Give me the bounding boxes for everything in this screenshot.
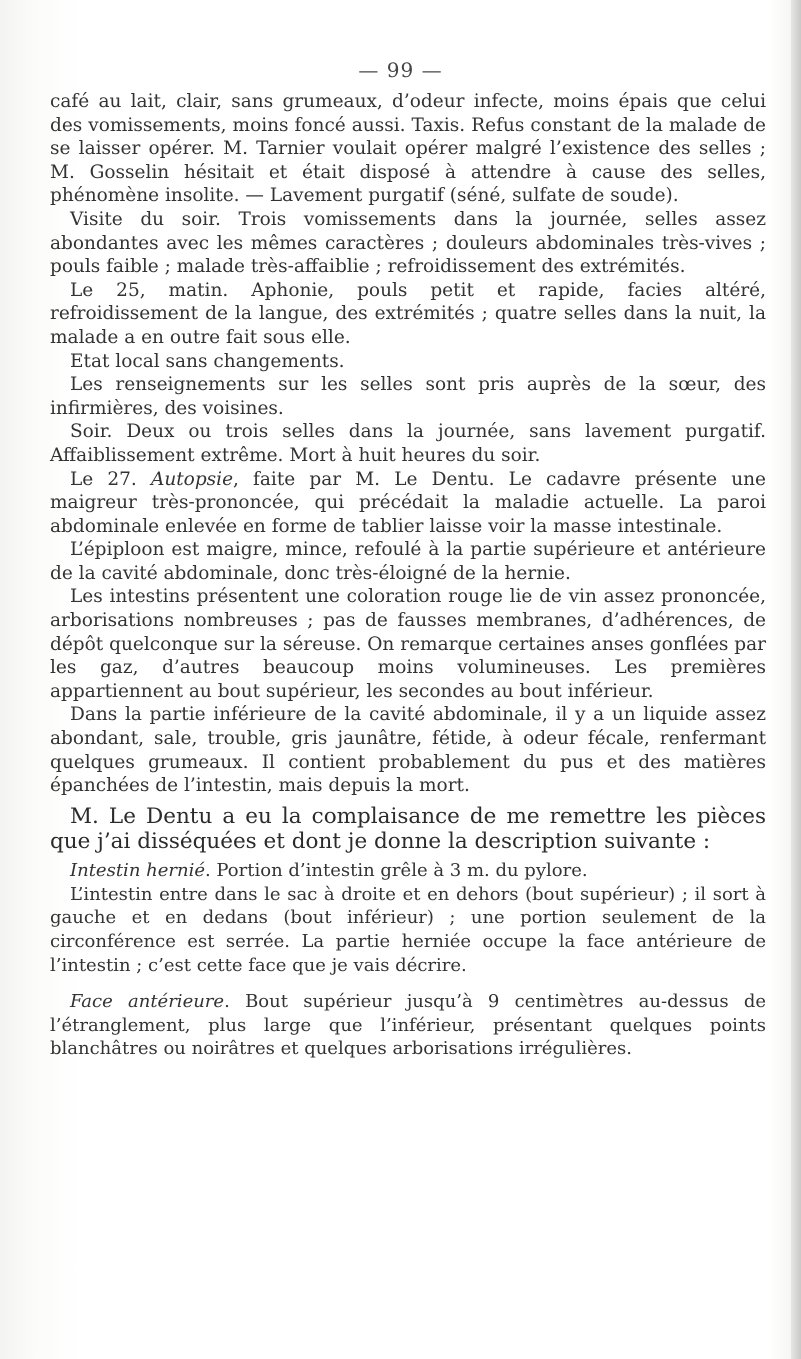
- paragraph-6: Soir. Deux ou trois selles dans la journée, sans lavement purgatif. Affaiblissement extrême. Mort à huit heures du soir.: [50, 421, 766, 466]
- intestin-hernie-title: Intestin hernié: [70, 859, 205, 881]
- paragraph-intestin-description: L’intestin entre dans le sac à droite et en dehors (bout supérieur) ; il sort à gauche et en dedans (bout inférieur) ; une portion seulement de la circonférence est serrée. La partie herniée occupe la face antérieure de l’intestin ; c’est cette face que je vais décrire.: [50, 883, 766, 976]
- paragraph-face-anterieure: [50, 990, 766, 1061]
- paragraph-liquide: Dans la partie inférieure de la cavité abdominale, il y a un liquide assez abondant, sale, trouble, gris jaunâtre, fétide, à odeur fécale, renfermant quelques grumeaux. Il contient probablement du pus et des matières épanchées de l’intestin, mais depuis la mort.: [50, 704, 766, 797]
- paragraph-5: Les renseignements sur les selles sont pris auprès de la sœur, des infirmières, des voisines.: [50, 374, 766, 419]
- page-body: [50, 90, 766, 1061]
- autopsy-title: Autopsie: [150, 468, 234, 490]
- intestin-hernie-text: . Portion d’intestin grêle à 3 m. du pylore.: [204, 859, 588, 881]
- paragraph-intestin-hernie: [50, 859, 766, 883]
- paragraph-1: café au lait, clair, sans grumeaux, d’odeur infecte, moins épais que celui des vomissements, moins foncé aussi. Taxis. Refus constant de la malade de se laisser opérer. M. Tarnier voulait opérer malgré l’existence des selles ; M. Gosselin hésitait et était disposé à attendre à cause des selles, phénomène insolite. — Lavement purgatif (séné, sulfate de soude).: [50, 91, 766, 207]
- paragraph-3: Le 25, matin. Aphonie, pouls petit et rapide, facies altéré, refroidissement de la langue, des extrémités ; quatre selles dans la nuit, la malade a en outre fait sous elle.: [50, 279, 766, 348]
- paragraph-2: Visite du soir. Trois vomissements dans la journée, selles assez abondantes avec les mêmes caractères ; douleurs abdominales très-vives ; pouls faible ; malade très-affaiblie ; refroidissement des extrémités.: [50, 208, 766, 278]
- page-edge-shadow: [791, 0, 801, 1359]
- page-number: — 99 —: [358, 58, 443, 82]
- autopsy-text: , faite par M. Le Dentu. Le cadavre présente une maigreur très-prononcée, qui précédait la maladie actuelle. La paroi abdominale enlevée en forme de tablier laisse voir la masse intestinale.: [50, 468, 766, 537]
- face-anterieure-text: . Bout supérieur jusqu’à 9 centimètres au-dessus de l’étranglement, plus large que l’inférieur, présentant quelques points blanchâtres ou noirâtres et quelques arborisations irrégulières.: [50, 990, 767, 1060]
- face-anterieure-title: Face antérieure: [70, 990, 225, 1012]
- paragraph-dissection-intro: M. Le Dentu a eu la complaisance de me remettre les pièces que j’ai disséquées et dont je donne la description suivante :: [50, 803, 766, 855]
- paragraph-intestins: Les intestins présentent une coloration rouge lie de vin assez prononcée, arborisations nombreuses ; pas de fausses membranes, d’adhérences, de dépôt quelconque sur la séreuse. On remarque certaines anses gonflées par les gaz, d’autres beaucoup moins volumineuses. Les premières appartiennent au bout supérieur, les secondes au bout inférieur.: [50, 586, 766, 702]
- paragraph-autopsy: [50, 468, 766, 539]
- autopsy-date: Le 27.: [70, 468, 137, 490]
- paragraph-epiploon: L’épiploon est maigre, mince, refoulé à la partie supérieure et antérieure de la cavité abdominale, donc très-éloigné de la hernie.: [50, 539, 766, 584]
- paragraph-4: Etat local sans changements.: [70, 350, 345, 372]
